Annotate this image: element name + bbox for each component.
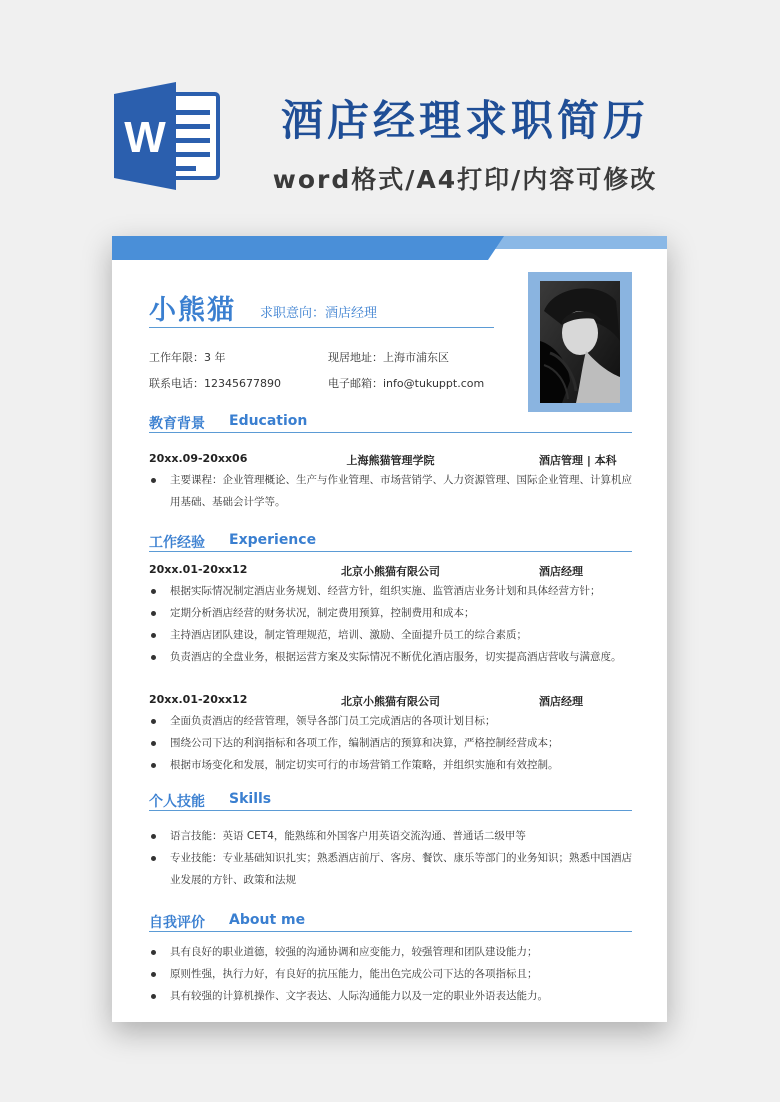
skills-bullets [149, 825, 632, 891]
banner-subtitle: word格式/A4打印/内容可修改 [272, 165, 658, 194]
job-period: 20xx.01-20xx12 [149, 693, 248, 706]
section-skills [149, 791, 632, 813]
banner-title: 酒店经理求职简历 [280, 96, 649, 145]
list-item: 根据市场变化和发展，制定切实可行的市场营销工作策略，并组织实施和有效控制。 [149, 754, 632, 776]
section-title-cn: 自我评价 [149, 915, 205, 931]
list-item: 围绕公司下达的利润指标和各项工作，编制酒店的预算和决算，严格控制经营成本； [149, 732, 632, 754]
list-item: 负责酒店的全盘业务，根据运营方案及实际情况不断优化酒店服务，切实提高酒店营收与满意度。 [149, 646, 632, 668]
photo-frame [528, 272, 632, 412]
job-bullets [149, 710, 632, 776]
section-title-en: Experience [229, 532, 317, 548]
section-divider [149, 931, 632, 932]
name-divider [149, 327, 494, 328]
education-major: 酒店管理 | 本科 [539, 454, 617, 467]
education-school: 上海熊猫管理学院 [346, 454, 435, 467]
header-band [112, 236, 667, 260]
section-divider [149, 432, 632, 433]
info-address: 现居地址：上海市浦东区 [328, 351, 449, 364]
job-intent: 求职意向：酒店经理 [260, 306, 378, 321]
section-education [149, 413, 632, 435]
portrait-photo [540, 281, 620, 403]
list-item: 原则性强，执行力好，有良好的抗压能力，能出色完成公司下达的各项指标且； [149, 963, 632, 985]
job-company: 北京小熊猫有限公司 [341, 695, 440, 708]
job-bullets [149, 580, 632, 668]
info-email: 电子邮箱：info@tukuppt.com [328, 377, 485, 390]
section-title-cn: 个人技能 [149, 794, 205, 810]
section-divider [149, 810, 632, 811]
section-title-en: Skills [229, 791, 272, 807]
list-item: 具有较强的计算机操作、文字表达、人际沟通能力以及一定的职业外语表达能力。 [149, 985, 632, 1007]
education-bullets [149, 469, 632, 513]
education-period: 20xx.09-20xx06 [149, 452, 248, 465]
section-title-en: About me [229, 912, 306, 928]
info-years: 工作年限：3 年 [149, 351, 226, 364]
resume-page [112, 236, 667, 1022]
list-item: 根据实际情况制定酒店业务规划、经营方针，组织实施、监管酒店业务计划和具体经营方针； [149, 580, 632, 602]
list-item: 语言技能：英语 CET4，能熟练和外国客户用英语交流沟通、普通话二级甲等 [149, 825, 632, 847]
list-item: 定期分析酒店经营的财务状况，制定费用预算，控制费用和成本； [149, 602, 632, 624]
section-divider [149, 551, 632, 552]
candidate-name: 小熊猫 [149, 295, 236, 326]
info-phone: 联系电话：12345677890 [149, 377, 281, 390]
about-bullets [149, 941, 632, 1007]
job-role: 酒店经理 [539, 695, 583, 708]
list-item: 具有良好的职业道德，较强的沟通协调和应变能力，较强管理和团队建设能力； [149, 941, 632, 963]
job-period: 20xx.01-20xx12 [149, 563, 248, 576]
section-title-en: Education [229, 413, 308, 429]
list-item: 专业技能：专业基础知识扎实；熟悉酒店前厅、客房、餐饮、康乐等部门的业务知识；熟悉中国酒店业发展的方针、政策和法规 [149, 847, 632, 891]
svg-text:W: W [124, 113, 166, 162]
list-item: 主持酒店团队建设，制定管理规范，培训、激励、全面提升员工的综合素质； [149, 624, 632, 646]
section-title-cn: 教育背景 [149, 416, 205, 432]
list-item: 主要课程：企业管理概论、生产与作业管理、市场营销学、人力资源管理、国际企业管理、计算机应用基础、基础会计学等。 [149, 469, 632, 513]
job-role: 酒店经理 [539, 565, 583, 578]
section-about [149, 912, 632, 934]
job-company: 北京小熊猫有限公司 [341, 565, 440, 578]
section-title-cn: 工作经验 [149, 535, 205, 551]
section-experience [149, 532, 632, 554]
list-item: 全面负责酒店的经营管理，领导各部门员工完成酒店的各项计划目标； [149, 710, 632, 732]
word-document-icon [114, 82, 220, 190]
